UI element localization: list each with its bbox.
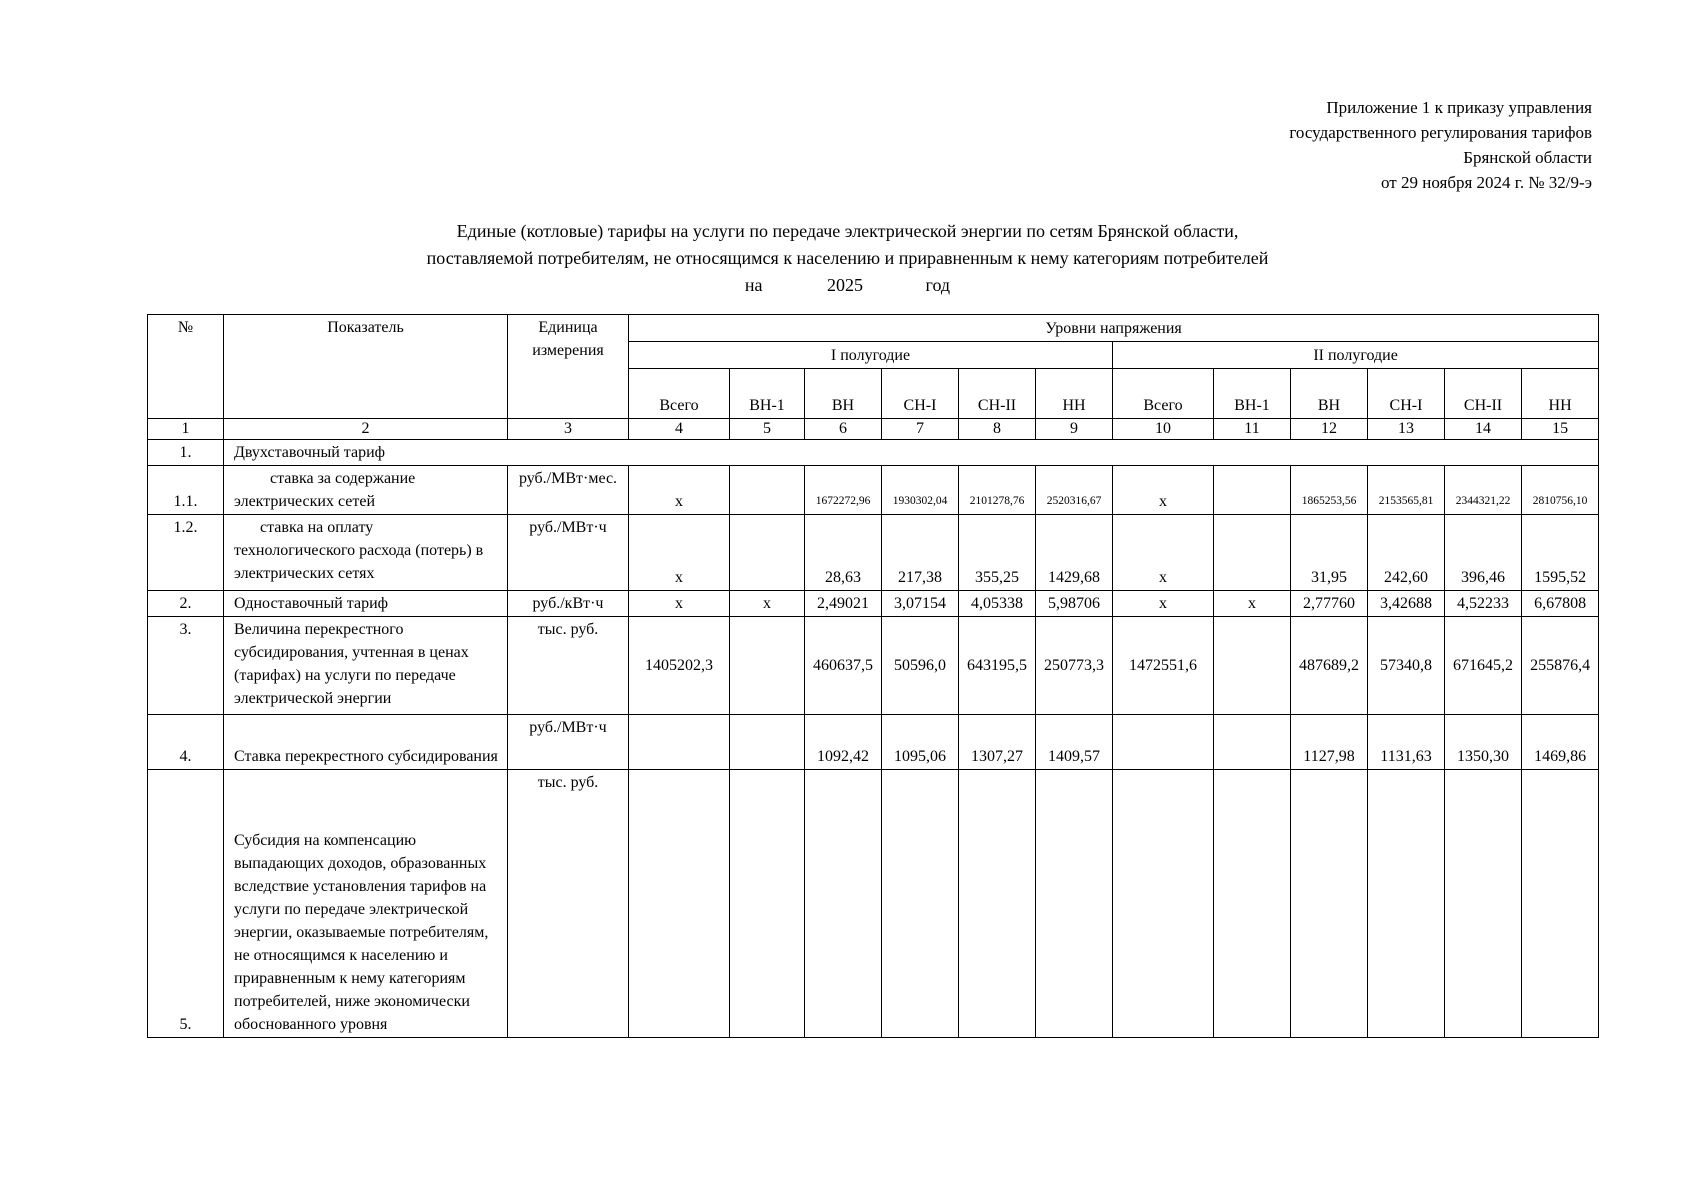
cell-value bbox=[730, 515, 805, 591]
cell-value bbox=[1214, 617, 1291, 715]
cell-value: 1595,52 bbox=[1522, 515, 1599, 591]
row-indicator-line: технологического расхода (потерь) в электрических сетях bbox=[234, 542, 484, 582]
cell-value: 255876,4 bbox=[1522, 617, 1599, 715]
row-unit: тыс. руб. bbox=[508, 617, 629, 715]
cell-value: 2,49021 bbox=[805, 591, 882, 617]
appendix-line: Приложение 1 к приказу управления bbox=[1326, 98, 1592, 117]
cell-value bbox=[1214, 515, 1291, 591]
column-number: 2 bbox=[224, 419, 508, 440]
cell-value: 1095,06 bbox=[882, 715, 959, 770]
column-number: 11 bbox=[1214, 419, 1291, 440]
cell-value bbox=[1368, 770, 1445, 1038]
table-row bbox=[148, 715, 1599, 770]
cell-value: 4,05338 bbox=[959, 591, 1036, 617]
cell-value: 50596,0 bbox=[882, 617, 959, 715]
row-indicator-line: ставка за содержание bbox=[270, 470, 416, 487]
cell-value: х bbox=[730, 591, 805, 617]
cell-value: 31,95 bbox=[1291, 515, 1368, 591]
column-number-row bbox=[148, 419, 1599, 440]
cell-value: 1405202,3 bbox=[629, 617, 730, 715]
cell-value bbox=[1445, 770, 1522, 1038]
cell-value: 1672272,96 bbox=[805, 466, 882, 515]
row-indicator-line: электрических сетей bbox=[234, 493, 376, 510]
row-unit: руб./МВт·ч bbox=[508, 715, 629, 770]
table-row bbox=[148, 617, 1599, 715]
cell-value: 671645,2 bbox=[1445, 617, 1522, 715]
column-number: 5 bbox=[730, 419, 805, 440]
cell-value: 57340,8 bbox=[1368, 617, 1445, 715]
year-suffix: год bbox=[925, 275, 951, 295]
cell-value: х bbox=[1113, 466, 1214, 515]
cell-value: 1092,42 bbox=[805, 715, 882, 770]
header-no: № bbox=[148, 315, 224, 419]
header-half1: I полугодие bbox=[629, 342, 1113, 369]
cell-value: 1429,68 bbox=[1036, 515, 1113, 591]
column-number: 15 bbox=[1522, 419, 1599, 440]
cell-value bbox=[1291, 770, 1368, 1038]
row-indicator: Одноставочный тариф bbox=[224, 591, 508, 617]
cell-value bbox=[1214, 466, 1291, 515]
appendix-date: от 29 ноября 2024 г. № 32/9-э bbox=[1381, 173, 1592, 192]
column-number: 8 bbox=[959, 419, 1036, 440]
cell-value: 2344321,22 bbox=[1445, 466, 1522, 515]
table-row bbox=[148, 515, 1599, 591]
cell-value: 2,77760 bbox=[1291, 591, 1368, 617]
column-number: 12 bbox=[1291, 419, 1368, 440]
cell-value bbox=[1113, 770, 1214, 1038]
year-value: 2025 bbox=[827, 275, 864, 295]
header-unit: Единица измерения bbox=[508, 315, 629, 419]
cell-value bbox=[1113, 715, 1214, 770]
cell-value: 355,25 bbox=[959, 515, 1036, 591]
row-unit: руб./МВт·ч bbox=[508, 515, 629, 591]
cell-value: 3,07154 bbox=[882, 591, 959, 617]
row-indicator-line: ставка на оплату bbox=[260, 519, 374, 536]
cell-value bbox=[730, 466, 805, 515]
cell-value: 5,98706 bbox=[1036, 591, 1113, 617]
row-unit: руб./кВт·ч bbox=[508, 591, 629, 617]
row-number: 2. bbox=[148, 591, 224, 617]
row-indicator: Субсидия на компенсацию выпадающих доходов, образованных вследствие установления тарифов на услуги по передаче электрической энергии, оказываемые потребителям, не относящимся к населению и приравненным к нему категориям потребителей, ниже экономически обоснованного уровня bbox=[224, 770, 508, 1038]
title-year-line bbox=[745, 272, 950, 299]
cell-value: 487689,2 bbox=[1291, 617, 1368, 715]
cell-value bbox=[882, 770, 959, 1038]
cell-value: 2153565,81 bbox=[1368, 466, 1445, 515]
cell-value: 3,42688 bbox=[1368, 591, 1445, 617]
header-col: ВН bbox=[805, 369, 882, 419]
table-row bbox=[148, 466, 1599, 515]
row-indicator: Двухставочный тариф bbox=[224, 440, 1599, 466]
header-col: Всего bbox=[1113, 369, 1214, 419]
cell-value: 1472551,6 bbox=[1113, 617, 1214, 715]
header-col: ВН bbox=[1291, 369, 1368, 419]
cell-value bbox=[730, 715, 805, 770]
cell-value: 1865253,56 bbox=[1291, 466, 1368, 515]
header-col: ВН-1 bbox=[730, 369, 805, 419]
column-number: 4 bbox=[629, 419, 730, 440]
year-prefix: на bbox=[744, 275, 763, 295]
cell-value bbox=[629, 770, 730, 1038]
cell-value: 4,52233 bbox=[1445, 591, 1522, 617]
appendix-line: государственного регулирования тарифов bbox=[1289, 123, 1592, 142]
header-col: НН bbox=[1522, 369, 1599, 419]
column-number: 3 bbox=[508, 419, 629, 440]
cell-value: 396,46 bbox=[1445, 515, 1522, 591]
cell-value: 460637,5 bbox=[805, 617, 882, 715]
header-col: СН-II bbox=[1445, 369, 1522, 419]
table-row bbox=[148, 770, 1599, 1038]
cell-value: х bbox=[629, 466, 730, 515]
cell-value: х bbox=[1113, 515, 1214, 591]
row-unit: тыс. руб. bbox=[508, 770, 629, 1038]
header-half2: II полугодие bbox=[1113, 342, 1599, 369]
row-indicator: Ставка перекрестного субсидирования bbox=[224, 715, 508, 770]
cell-value: х bbox=[629, 591, 730, 617]
header-col: НН bbox=[1036, 369, 1113, 419]
column-number: 10 bbox=[1113, 419, 1214, 440]
header-col: СН-II bbox=[959, 369, 1036, 419]
appendix-header bbox=[1289, 95, 1592, 195]
cell-value bbox=[959, 770, 1036, 1038]
cell-value bbox=[1036, 770, 1113, 1038]
cell-value: х bbox=[629, 515, 730, 591]
column-number: 14 bbox=[1445, 419, 1522, 440]
row-number: 1.1. bbox=[148, 466, 224, 515]
cell-value bbox=[805, 770, 882, 1038]
row-number: 1. bbox=[148, 440, 224, 466]
cell-value: 1930302,04 bbox=[882, 466, 959, 515]
header-voltage-levels: Уровни напряжения bbox=[629, 315, 1599, 342]
row-number: 1.2. bbox=[148, 515, 224, 591]
column-number: 7 bbox=[882, 419, 959, 440]
cell-value: 1131,63 bbox=[1368, 715, 1445, 770]
header-row bbox=[148, 315, 1599, 342]
header-col: ВН-1 bbox=[1214, 369, 1291, 419]
cell-value bbox=[629, 715, 730, 770]
table-row bbox=[148, 440, 1599, 466]
document-title bbox=[0, 218, 1695, 299]
cell-value: 643195,5 bbox=[959, 617, 1036, 715]
row-indicator bbox=[224, 466, 508, 515]
column-number: 1 bbox=[148, 419, 224, 440]
cell-value bbox=[730, 617, 805, 715]
cell-value: 1127,98 bbox=[1291, 715, 1368, 770]
cell-value: х bbox=[1214, 591, 1291, 617]
title-line: поставляемой потребителям, не относящимся к населению и приравненным к нему категориям потребителей bbox=[426, 248, 1269, 268]
cell-value: 6,67808 bbox=[1522, 591, 1599, 617]
cell-value: х bbox=[1113, 591, 1214, 617]
appendix-line: Брянской области bbox=[1463, 148, 1592, 167]
row-number: 5. bbox=[148, 770, 224, 1038]
column-number: 13 bbox=[1368, 419, 1445, 440]
title-line: Единые (котловые) тарифы на услуги по передаче электрической энергии по сетям Брянской области, bbox=[456, 221, 1239, 241]
row-number: 4. bbox=[148, 715, 224, 770]
header-col: СН-I bbox=[1368, 369, 1445, 419]
cell-value: 2101278,76 bbox=[959, 466, 1036, 515]
cell-value: 1469,86 bbox=[1522, 715, 1599, 770]
cell-value: 242,60 bbox=[1368, 515, 1445, 591]
row-number: 3. bbox=[148, 617, 224, 715]
cell-value: 1409,57 bbox=[1036, 715, 1113, 770]
row-indicator: Величина перекрестного субсидирования, учтенная в ценах (тарифах) на услуги по передаче электрической энергии bbox=[224, 617, 508, 715]
header-col: Всего bbox=[629, 369, 730, 419]
cell-value: 250773,3 bbox=[1036, 617, 1113, 715]
tariff-table bbox=[147, 314, 1599, 1038]
cell-value: 2810756,10 bbox=[1522, 466, 1599, 515]
cell-value: 28,63 bbox=[805, 515, 882, 591]
row-indicator bbox=[224, 515, 508, 591]
cell-value bbox=[1522, 770, 1599, 1038]
column-number: 9 bbox=[1036, 419, 1113, 440]
cell-value: 217,38 bbox=[882, 515, 959, 591]
cell-value bbox=[1214, 715, 1291, 770]
cell-value bbox=[1214, 770, 1291, 1038]
cell-value: 2520316,67 bbox=[1036, 466, 1113, 515]
cell-value bbox=[730, 770, 805, 1038]
cell-value: 1307,27 bbox=[959, 715, 1036, 770]
header-indicator: Показатель bbox=[224, 315, 508, 419]
column-number: 6 bbox=[805, 419, 882, 440]
table-row bbox=[148, 591, 1599, 617]
row-unit: руб./МВт·мес. bbox=[508, 466, 629, 515]
cell-value: 1350,30 bbox=[1445, 715, 1522, 770]
header-col: СН-I bbox=[882, 369, 959, 419]
